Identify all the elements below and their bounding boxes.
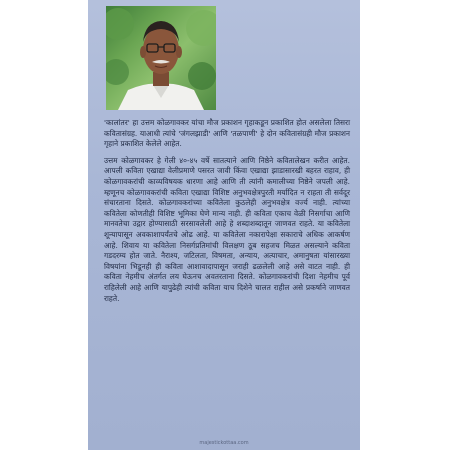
book-back-cover bbox=[88, 0, 360, 450]
blurb-text bbox=[104, 118, 350, 310]
blurb-paragraph-2: उत्तम कोळगावकर हे गेली ४०-४५ वर्षे सातत्याने आणि निष्ठेने कवितालेखन करीत आहेत. आपली कविता एखाद्या वेलीप्रमाणे पसरत जावी किंवा एखाद्या झाडासारखी बहरत राहाव, ही कोळगावकरांची काव्यविषयक धारणा आहे आणि ती त्यांनी कमालीच्या निष्ठेने जपली आहे. म्हणूनच कोळगावकरांची कविता एखाद्या विशिष्ट अनुभवक्षेत्रपुरती मर्यादित न राहता ती सर्वदूर संचारताना दिसते. कोळगावकरांच्या कवितेला कुठलेही अनुभवक्षेत्र वर्ज्य नाही. त्यांच्या कवितेला कोणतीही विशिष्ट भूमिका घेणे मान्य नाही. ही कविता एकाच वेळी निसर्गाचा आणि मानवतेचा उद्गार होण्यासाठी सरसावलेली आहे हे शब्दाशब्दातून जाणवत राहते. या कवितेला शून्यापासून अवकाशापर्यंतचे ओढ आहे. या कवितेला नकारापेक्षा सकाराचे अधिक आकर्षण आहे. शिवाय या कवितेला निसर्गप्रतिमांची विलक्षण ठूब सहजच मिळत असल्याने कविता गडदरम्य होत जाते. नैराश्य, जटिलता, विषमता, अन्याय, अत्याचार, अमानुषता यांसारख्या विषयांना भिडूनही ही कविता आशावादापासून जराही ढळलेली आहे असे वाटत नाही. ही कविता नेहमीच अंतर्गत लय घेऊनच अवतरताना दिसते. कोळगावकरांची दिशा नेहमीच पूर्व राहिलेली आहे आणि यापुढेही त्यांची कविता याच दिशेने चालत राहील असे प्रकर्षाने जाणवत राहते. bbox=[104, 155, 350, 303]
author-portrait-image bbox=[106, 6, 216, 110]
author-photo bbox=[106, 6, 216, 110]
watermark: majestickottaa.com bbox=[199, 440, 249, 446]
blurb-paragraph-1: 'कालांतर' हा उत्तम कोळगावकर यांचा मौज प्रकाशन गृहाकडून प्रकाशित होत असलेला तिसरा कवितासंग्रह. याआधी त्यांचे 'जंगलझाडी' आणि 'तळपाणी' हे दोन कवितासंग्रही मौज प्रकाशन गृहाने प्रकाशित केलेले आहेत. bbox=[104, 118, 350, 149]
